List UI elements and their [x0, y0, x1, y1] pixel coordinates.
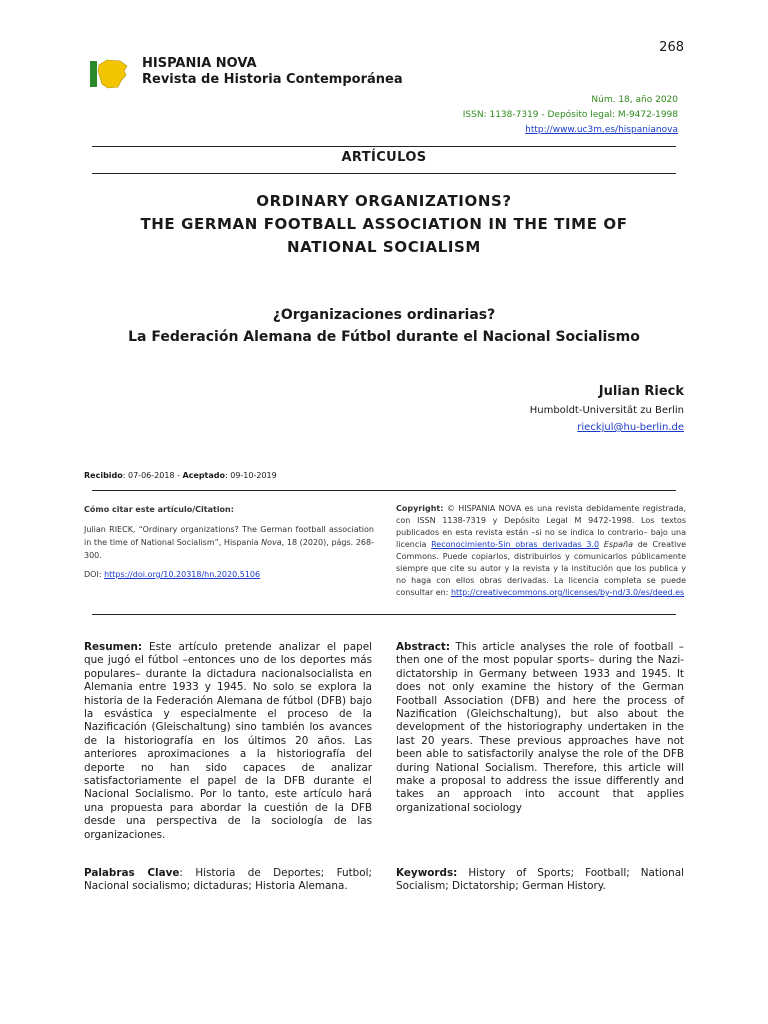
issue-number: Núm. 18, año 2020: [591, 95, 678, 105]
section-heading: ARTÍCULOS: [341, 150, 427, 165]
page-number: 268: [659, 40, 684, 55]
palabras-clave-label: Palabras Clave: [84, 867, 180, 879]
title-line: NATIONAL SOCIALISM: [287, 238, 481, 256]
journal-name: HISPANIA NOVA: [142, 56, 257, 71]
keywords-text: History of Sports; Football; National Socialism; Dictatorship; German History.: [396, 867, 684, 893]
issn-line: ISSN: 1138-7319 - Depósito legal: M-9472-1998: [462, 110, 678, 120]
abstract-label: Abstract:: [396, 641, 451, 653]
accepted-date: : 09-10-2019: [225, 471, 277, 480]
section-rule-bottom: [92, 173, 676, 174]
abstract-block: [396, 641, 684, 815]
citation-text-part: , 18 (2020), págs. 268-300.: [84, 538, 375, 560]
section-rule-top: [92, 146, 676, 147]
citation-rule-top: [92, 490, 676, 491]
journal-logo-icon: [90, 57, 130, 91]
keywords-block: [396, 867, 684, 894]
title-line: ORDINARY ORGANIZATIONS?: [256, 192, 512, 210]
citation-text-italic: Nova: [261, 538, 282, 547]
title-line: THE GERMAN FOOTBALL ASSOCIATION IN THE TIME OF: [140, 215, 628, 233]
copyright-label: Copyright:: [396, 504, 444, 513]
received-date: : 07-06-2018 -: [122, 471, 183, 480]
palabras-clave-text: : Historia de Deportes; Futbol; Nacional socialismo; dictaduras; Historia Alemana.: [84, 867, 372, 893]
accepted-label: Aceptado: [182, 471, 225, 480]
journal-title: [142, 56, 403, 88]
article-title-spanish: [0, 304, 768, 348]
doi-label: DOI:: [84, 570, 105, 579]
author-affiliation: Humboldt-Universität zu Berlin: [529, 405, 684, 416]
keywords-label: Keywords:: [396, 867, 458, 879]
resumen-text: Este artículo pretende analizar el papel que jugó el fútbol –entonces uno de los deportes más populares– durante la dictadura nacionalsocialista en Alemania entre 1933 y 1945. No solo se explora la historia de la Federación Alemana de fútbol (DFB) bajo la esvástica y especialmente el proceso de la Nazificación (Gleischaltung) sino también los avances de la historiografía en los últimos 20 años. Las anteriores aproximaciones a la historiografía del deporte no han sido capaces de analizar satisfactoriamente el papel de la DFB durante el Nacional Socialismo. Por lo tanto, este artículo hará una propuesta para abordar la cuestión de la DFB desde una perspectiva de la sociología de las organizaciones.: [84, 641, 372, 841]
journal-url-link[interactable]: http://www.uc3m.es/hispanianova: [525, 125, 678, 135]
author-name: Julian Rieck: [598, 384, 684, 399]
copyright-text: de Creative Commons. Puede copiarlos, distribuirlos y comunicarlos públicamente siempre que cite su autor y la revista y la institución que los publica y no haga con ellos obras derivadas. La licencia completa se puede consultar en:: [396, 540, 686, 597]
citation-text: [84, 523, 374, 562]
title-line: ¿Organizaciones ordinarias?: [272, 307, 496, 323]
received-label: Recibido: [84, 471, 123, 480]
palabras-clave-block: [84, 867, 372, 894]
resumen-block: [84, 641, 372, 842]
citation-heading: Cómo citar este artículo/Citation:: [84, 505, 234, 514]
copyright-block: [396, 503, 686, 599]
license-italic: España: [599, 540, 633, 549]
citation-text-part: Julian RIECK, “Ordinary organizations? The German football association in the time of National Socialism”, Hispania: [84, 525, 374, 547]
citation-block: [84, 503, 374, 587]
issue-info: [463, 93, 678, 138]
journal-subtitle: Revista de Historia Contemporánea: [142, 72, 403, 87]
article-title-english: [0, 190, 768, 259]
submission-dates: [84, 471, 277, 480]
abstract-text: This article analyses the role of football – then one of the most popular sports– during the Nazi-dictatorship in Germany between 1933 and 1945. It does not only examine the history of the German Football Association (DFB) and here the process of Nazification (Gleichschaltung), but also about the development of the historiography undertaken in the last 20 years. These previous approaches have not been able to satisfactorily analyse the role of the DFB during National Socialism. Therefore, this article will make a proposal to address the issue differently and takes an approach into account that applies organizational sociology: [396, 641, 684, 814]
citation-rule-bottom: [92, 614, 676, 615]
resumen-label: Resumen:: [84, 641, 143, 653]
license-link[interactable]: Reconocimiento-Sin obras derivadas 3.0: [431, 540, 600, 549]
cc-license-link[interactable]: http://creativecommons.org/licenses/by-nd/3.0/es/deed.es: [450, 588, 685, 597]
title-line: La Federación Alemana de Fútbol durante el Nacional Socialismo: [128, 329, 640, 345]
doi-link[interactable]: https://doi.org/10.20318/hn.2020.5106: [104, 570, 261, 579]
author-email-link[interactable]: rieckjul@hu-berlin.de: [577, 422, 684, 433]
doi-line: [84, 568, 374, 581]
copyright-text: © HISPANIA NOVA es una revista debidamente registrada, con ISSN 1138-7319 y Depósito Legal M 9472-1998. Los textos publicados en esta revista están –si no se indica lo contrario– bajo una licencia: [396, 504, 686, 549]
